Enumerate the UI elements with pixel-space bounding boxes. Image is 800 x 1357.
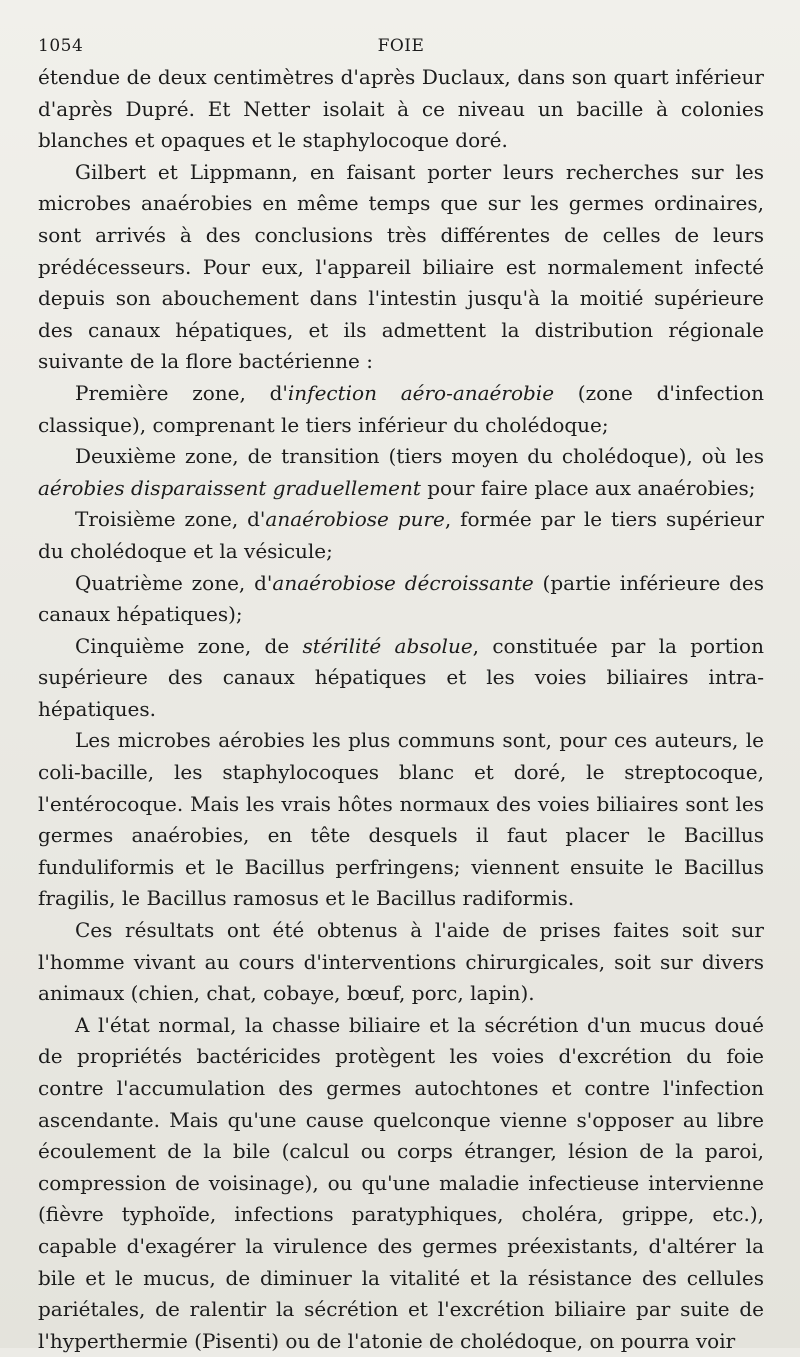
paragraph [38,1010,764,1357]
text-run: Quatrième zone, d' [75,570,273,595]
text-run: pour faire place aux anaérobies; [420,475,756,500]
paragraph [38,378,764,441]
text-run: A l'état normal, la chasse biliaire et la sécrétion d'un mucus doué de propriétés bactéricides protègent les voies d'excrétion du foie contre l'accumulation des germes autochtones et contre l'infection ascendante. Mais qu'une cause quelconque vienne s'opposer au libre écoulement de la bile (calcul ou corps étranger, lésion de la paroi, compression de voisinage), ou qu'une maladie infectieuse intervienne (fièvre typhoïde, infections paratyphiques, choléra, grippe, etc.), capable d'exagérer la virulence des germes préexistants, d'altérer la bile et le mucus, de diminuer la vitalité et la résistance des cellules pariétales, de ralentir la sécrétion et l'excrétion biliaire par suite de l'hyperthermie (Pisenti) ou de l'atonie de cholédoque, on pourra voir [38,1012,764,1353]
paragraph [38,631,764,726]
text-run: Gilbert et Lippmann, en faisant porter leurs recherches sur les microbes anaérobies en même temps que sur les germes ordinaires, sont arrivés à des conclusions très différentes de celles de leurs prédécesseurs. Pour eux, l'appareil biliaire est normalement infecté depuis son abouchement dans l'intestin jusqu'à la moitié supérieure des canaux hépatiques, et ils admettent la distribution régionale suivante de la flore bactérienne : [38,159,764,374]
page-number: 1054 [38,36,84,56]
paragraph [38,568,764,631]
text-run: Première zone, d' [75,380,288,405]
paragraph [38,504,764,567]
paragraph [38,725,764,915]
text-run: étendue de deux centimètres d'après Duclaux, dans son quart inférieur d'après Dupré. Et Netter isolait à ce niveau un bacille à colonies blanches et opaques et le staphylocoque doré. [38,65,764,153]
text-run: (zone d'infection classique), comprenant le tiers inférieur du cholédoque; [38,380,764,437]
text-run: Troisième zone, d' [75,507,266,532]
paragraph [38,157,764,378]
paragraph [38,62,764,157]
text-run: , formée par le tiers supérieur du cholédoque et la vésicule; [38,507,764,563]
body-text [38,62,764,1357]
text-run: Deuxième zone, de transition (tiers moyen du cholédoque), où les [75,444,764,469]
text-run: (partie inférieure des canaux hépatiques); [38,570,765,627]
text-run: , constituée par la portion supérieure des canaux hépatiques et les voies biliaires intra-hépatiques. [38,633,764,721]
text-run: Les microbes aérobies les plus communs sont, pour ces auteurs, le coli-bacille, les staphylocoques blanc et doré, le streptocoque, l'entérocoque. Mais les vrais hôtes normaux des voies biliaires sont les germes anaérobies, en tête desquels il faut placer le Bacillus funduliformis et le Bacillus perfringens; viennent ensuite le Bacillus fragilis, le Bacillus ramosus et le Bacillus radiformis. [38,728,764,911]
paragraph [38,915,764,1010]
italic-term: infection aéro-anaérobie [287,380,555,405]
italic-term: aérobies disparaissent graduellement [38,475,421,500]
paragraph [38,441,764,504]
italic-term: anaérobiose décroissante [272,570,534,595]
text-run: Cinquième zone, de [75,633,303,658]
text-run: Ces résultats ont été obtenus à l'aide de prises faites soit sur l'homme vivant au cours d'interventions chirurgicales, soit sur divers animaux (chien, chat, cobaye, bœuf, porc, lapin). [38,918,764,1006]
italic-term: stérilité absolue [302,633,473,658]
italic-term: anaérobiose pure [265,507,445,532]
running-title: FOIE [377,36,425,56]
running-head [38,32,764,62]
